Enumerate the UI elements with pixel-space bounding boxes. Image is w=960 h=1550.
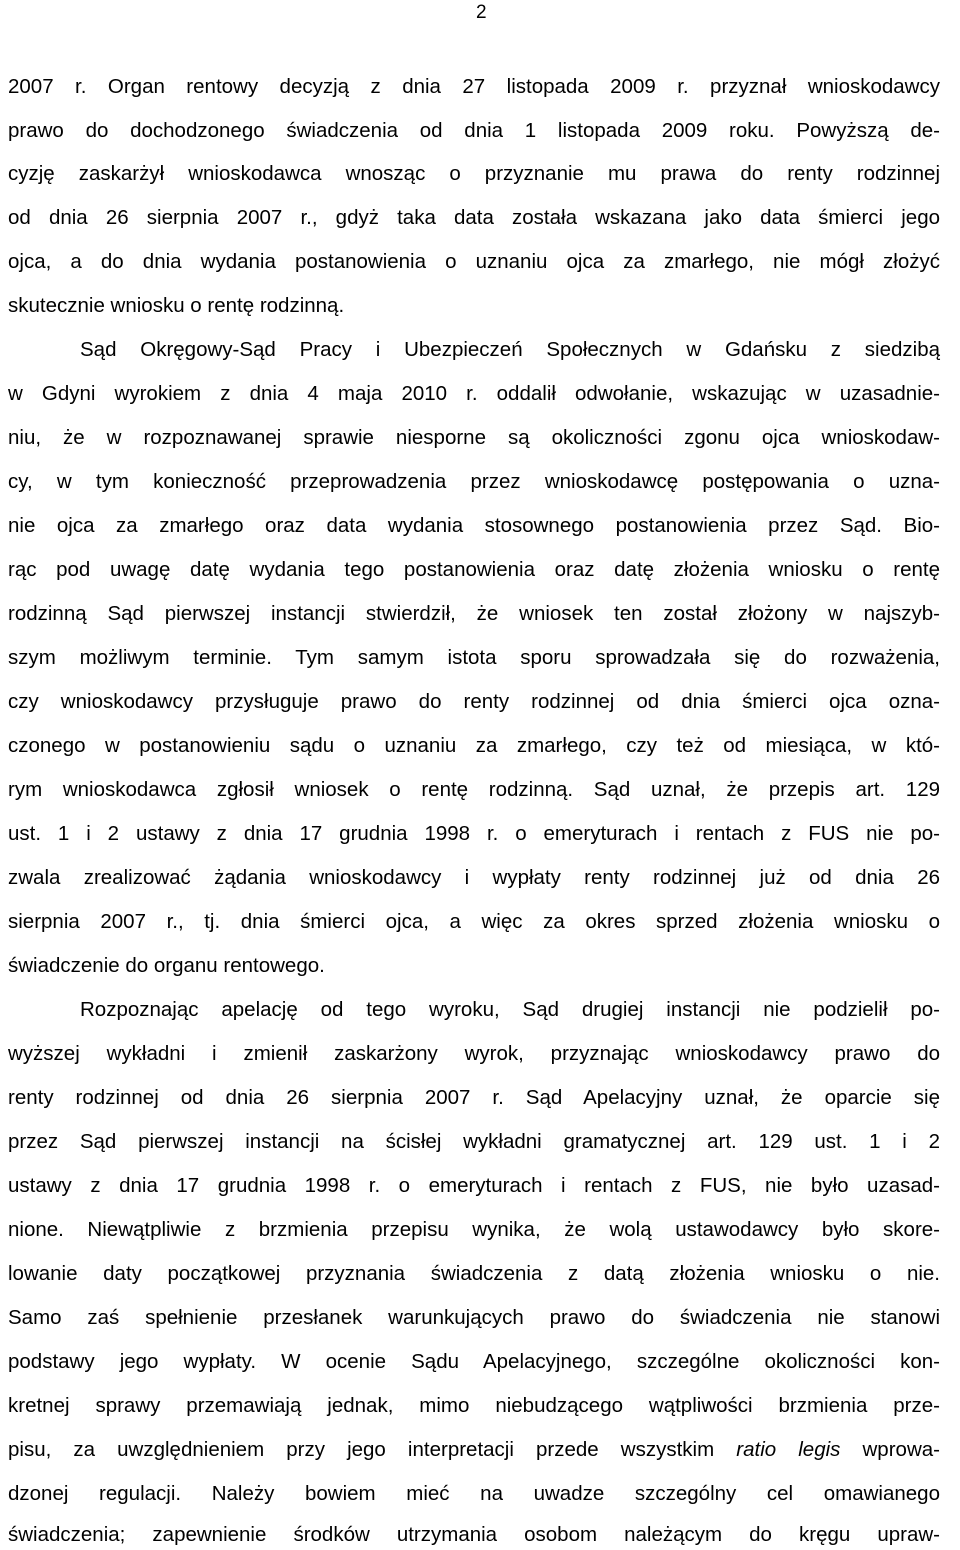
text-line: renty rodzinnej od dnia 26 sierpnia 2007 r. Sąd Apelacyjny uznał, że oparcie się xyxy=(8,1086,940,1109)
text-line: kretnej sprawy przemawiają jednak, mimo niebudzącego wątpliwości brzmienia prze- xyxy=(8,1394,940,1417)
text-line: lowanie daty początkowej przyznania świadczenia z datą złożenia wniosku o nie. xyxy=(8,1262,940,1285)
text-line: ustawy z dnia 17 grudnia 1998 r. o emeryturach i rentach z FUS, nie było uzasad- xyxy=(8,1174,940,1197)
text-line: Samo zaś spełnienie przesłanek warunkujących prawo do świadczenia nie stanowi xyxy=(8,1306,940,1329)
text-line: wyższej wykładni i zmienił zaskarżony wyrok, przyznając wnioskodawcy prawo do xyxy=(8,1042,940,1065)
text-line: świadczenie do organu rentowego. xyxy=(8,954,325,977)
text-line: Rozpoznając apelację od tego wyroku, Sąd drugiej instancji nie podzielił po- xyxy=(80,998,940,1021)
text-line: rym wnioskodawca zgłosił wniosek o rentę rodzinną. Sąd uznał, że przepis art. 129 xyxy=(8,778,940,801)
text-line: rąc pod uwagę datę wydania tego postanowienia oraz datę złożenia wniosku o rentę xyxy=(8,558,940,581)
text-span: pisu, za uwzględnieniem przy jego interpretacji przede wszystkim xyxy=(8,1438,737,1461)
text-line: czy wnioskodawcy przysługuje prawo do renty rodzinnej od dnia śmierci ojca ozna- xyxy=(8,690,940,713)
text-line xyxy=(8,1438,940,1462)
text-line: czonego w postanowieniu sądu o uznaniu za zmarłego, czy też od miesiąca, w któ- xyxy=(8,734,940,757)
text-line: świadczenia; zapewnienie środków utrzymania osobom należącym do kręgu upraw- xyxy=(8,1523,940,1546)
text-line: prawo do dochodzonego świadczenia od dnia 1 listopada 2009 roku. Powyższą de- xyxy=(8,119,940,142)
text-line: nie ojca za zmarłego oraz data wydania stosownego postanowienia przez Sąd. Bio- xyxy=(8,514,940,537)
text-line: przez Sąd pierwszej instancji na ścisłej wykładni gramatycznej art. 129 ust. 1 i 2 xyxy=(8,1130,940,1153)
text-line: sierpnia 2007 r., tj. dnia śmierci ojca, a więc za okres sprzed złożenia wniosku o xyxy=(8,910,940,933)
text-line: podstawy jego wypłaty. W ocenie Sądu Apelacyjnego, szczególne okoliczności kon- xyxy=(8,1350,940,1373)
text-line: Sąd Okręgowy-Sąd Pracy i Ubezpieczeń Społecznych w Gdańsku z siedzibą xyxy=(80,338,940,361)
text-span: wprowa- xyxy=(840,1438,940,1461)
text-line: nione. Niewątpliwie z brzmienia przepisu wynika, że wolą ustawodawcy było skore- xyxy=(8,1218,940,1241)
text-line: ust. 1 i 2 ustawy z dnia 17 grudnia 1998 r. o emeryturach i rentach z FUS nie po- xyxy=(8,822,940,845)
text-line: szym możliwym terminie. Tym samym istota sporu sprowadzała się do rozważenia, xyxy=(8,646,940,669)
text-line: w Gdyni wyrokiem z dnia 4 maja 2010 r. oddalił odwołanie, wskazując w uzasadnie- xyxy=(8,382,940,405)
page-number: 2 xyxy=(476,2,487,23)
text-line: skutecznie wniosku o rentę rodzinną. xyxy=(8,294,345,317)
text-line: od dnia 26 sierpnia 2007 r., gdyż taka data została wskazana jako data śmierci jego xyxy=(8,206,940,229)
text-line: dzonej regulacji. Należy bowiem mieć na uwadze szczególny cel omawianego xyxy=(8,1482,940,1505)
text-line: cy, w tym konieczność przeprowadzenia przez wnioskodawcę postępowania o uzna- xyxy=(8,470,940,493)
italic-term: ratio legis xyxy=(736,1438,841,1461)
text-line: cyzję zaskarżył wnioskodawca wnosząc o przyznanie mu prawa do renty rodzinnej xyxy=(8,162,940,185)
text-line: 2007 r. Organ rentowy decyzją z dnia 27 listopada 2009 r. przyznał wnioskodawcy xyxy=(8,75,940,98)
text-line: ojca, a do dnia wydania postanowienia o uznaniu ojca za zmarłego, nie mógł złożyć xyxy=(8,250,940,273)
text-line: niu, że w rozpoznawanej sprawie niesporne są okoliczności zgonu ojca wnioskodaw- xyxy=(8,426,940,449)
text-line: rodzinną Sąd pierwszej instancji stwierdził, że wniosek ten został złożony w najszyb- xyxy=(8,602,940,625)
text-line: zwala zrealizować żądania wnioskodawcy i wypłaty renty rodzinnej już od dnia 26 xyxy=(8,866,940,889)
